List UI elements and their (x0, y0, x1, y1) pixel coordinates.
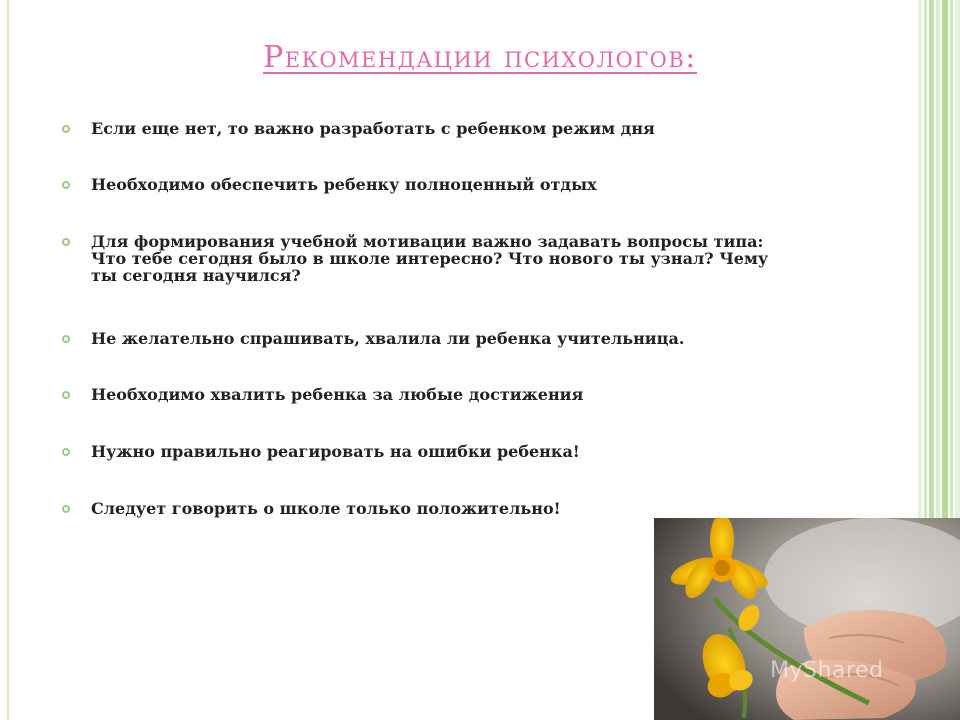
bullet-text: Не желательно спрашивать, хвалила ли ребенка учительница. (91, 329, 685, 348)
bullet-text: Если еще нет, то важно разработать с ребенком режим дня (91, 119, 655, 138)
bullet-text: Необходимо обеспечить ребенку полноценный отдых (91, 175, 597, 194)
bullet-marker-icon (62, 391, 70, 399)
bullet-marker-icon (62, 238, 70, 246)
bullet-marker-icon (62, 335, 70, 343)
bullet-marker-icon (62, 505, 70, 513)
bullet-text: Следует говорить о школе только положительно! (91, 499, 561, 518)
bullet-text: Для формирования учебной мотивации важно задавать вопросы типа: Что тебе сегодня было в школе интересно? Что нового ты узнал? Чему ты сегодня научился? (91, 232, 769, 285)
bullet-marker-icon (62, 181, 70, 189)
bullet-marker-icon (62, 448, 70, 456)
bullet-text: Нужно правильно реагировать на ошибки ребенка! (91, 442, 580, 461)
flower-photo (654, 518, 960, 720)
daffodil-in-hands-image (654, 518, 960, 720)
slide-title-text: Рекомендации психологов: (263, 40, 697, 75)
watermark-text: MyShared (770, 658, 884, 683)
bullet-text: Необходимо хвалить ребенка за любые достижения (91, 385, 584, 404)
bullet-marker-icon (62, 125, 70, 133)
